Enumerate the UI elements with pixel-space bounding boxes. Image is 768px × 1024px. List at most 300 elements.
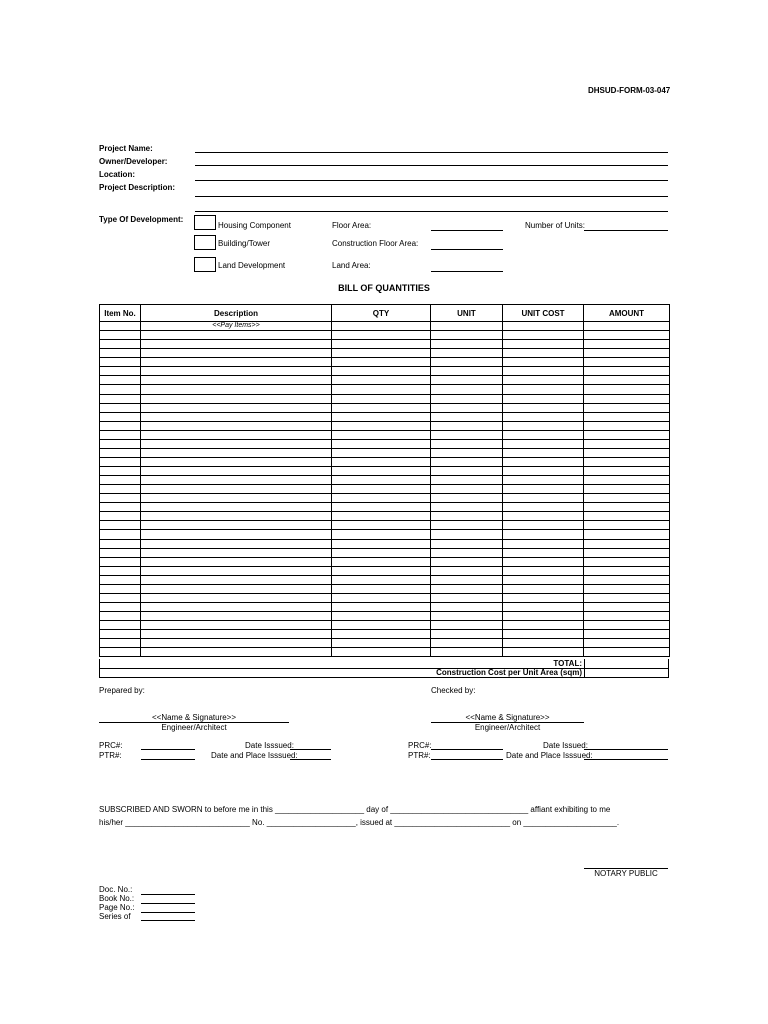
oath-line-1: SUBSCRIBED AND SWORN to before me in this ____________________ day of _______________________________ affiant exhibiting to me [99,805,611,814]
table-row [100,439,670,448]
table-cell[interactable] [332,593,431,602]
construction-floor-area-field[interactable] [431,249,503,250]
table-cell[interactable] [503,621,584,630]
date-place-label-left: Date and Place Isssued: [211,751,298,760]
table-cell[interactable] [431,512,503,521]
table-cell[interactable] [503,476,584,485]
table-row [100,503,670,512]
table-cell[interactable] [100,430,141,439]
table-cell[interactable] [431,521,503,530]
table-cell[interactable] [503,539,584,548]
table-cell[interactable] [332,539,431,548]
table-cell[interactable] [431,557,503,566]
table-cell[interactable] [584,358,670,367]
table-cell[interactable] [503,385,584,394]
series-of-field[interactable] [141,920,195,921]
table-cell[interactable] [100,512,141,521]
table-cell[interactable] [503,322,584,331]
table-cell[interactable] [431,503,503,512]
table-cell[interactable] [503,467,584,476]
table-cell[interactable] [503,593,584,602]
land-development-checkbox[interactable] [194,257,216,272]
table-cell[interactable] [141,430,332,439]
form-code: DHSUD-FORM-03-047 [588,86,671,95]
table-row [100,512,670,521]
table-cell[interactable] [141,602,332,611]
table-cell[interactable] [141,403,332,412]
table-cell[interactable] [332,530,431,539]
table-cell[interactable] [332,557,431,566]
table-cell[interactable] [503,639,584,648]
table-row [100,403,670,412]
table-cell[interactable] [503,403,584,412]
table-row [100,494,670,503]
table-cell[interactable] [141,539,332,548]
project-name-field[interactable] [195,152,668,153]
table-cell[interactable] [141,630,332,639]
table-cell[interactable] [503,457,584,466]
table-cell[interactable] [584,430,670,439]
project-description-field[interactable] [195,196,668,197]
date-issued-field-right[interactable] [584,749,668,750]
table-cell[interactable] [141,639,332,648]
table-cell[interactable] [431,457,503,466]
table-cell[interactable] [141,421,332,430]
table-cell[interactable] [141,439,332,448]
table-cell[interactable] [431,630,503,639]
table-cell[interactable] [584,512,670,521]
table-cell[interactable] [100,421,141,430]
table-cell[interactable] [332,376,431,385]
table-cell[interactable] [332,412,431,421]
table-cell[interactable] [503,340,584,349]
table-cell[interactable] [503,358,584,367]
table-cell[interactable] [332,467,431,476]
table-cell[interactable] [431,358,503,367]
table-cell[interactable] [584,331,670,340]
table-cell[interactable] [141,593,332,602]
page-no-field[interactable] [141,912,195,913]
table-row [100,575,670,584]
table-row [100,602,670,611]
table-row [100,584,670,593]
prepared-name-signature: <<Name & Signature>> [151,713,237,722]
date-place-field-left[interactable] [290,759,331,760]
table-cell[interactable] [584,394,670,403]
table-cell[interactable] [141,376,332,385]
pay-items-placeholder[interactable]: <<Pay Items>> [141,322,332,331]
table-cell[interactable] [332,639,431,648]
owner-developer-field[interactable] [195,165,668,166]
table-row [100,331,670,340]
project-description-label: Project Description: [99,183,176,192]
table-cell[interactable] [584,621,670,630]
table-cell[interactable] [332,457,431,466]
table-cell[interactable] [332,476,431,485]
table-row [100,612,670,621]
table-cell[interactable] [584,539,670,548]
table-cell[interactable] [100,566,141,575]
table-cell[interactable] [584,457,670,466]
prc-label-right: PRC#: [408,741,432,750]
table-cell[interactable] [503,584,584,593]
table-cell[interactable] [503,575,584,584]
table-cell[interactable] [584,421,670,430]
table-cell[interactable] [584,593,670,602]
prepared-role: Engineer/Architect [161,723,227,732]
table-row [100,548,670,557]
table-cell[interactable] [100,621,141,630]
table-cell[interactable] [431,485,503,494]
table-cell[interactable] [584,630,670,639]
table-cell[interactable] [584,403,670,412]
table-cell[interactable] [332,648,431,657]
table-cell[interactable] [332,331,431,340]
table-cell[interactable] [332,512,431,521]
table-cell[interactable] [503,602,584,611]
table-cell[interactable] [332,421,431,430]
table-cell[interactable] [431,322,503,331]
table-cell[interactable] [503,412,584,421]
table-cell[interactable] [431,385,503,394]
table-cell[interactable] [141,530,332,539]
table-row [100,557,670,566]
table-cell[interactable] [431,476,503,485]
total-label: TOTAL: [553,659,582,668]
table-cell[interactable] [431,394,503,403]
table-cell[interactable] [431,376,503,385]
table-row [100,421,670,430]
table-cell[interactable] [584,639,670,648]
location-field[interactable] [195,180,668,181]
table-cell[interactable] [332,430,431,439]
table-cell[interactable] [141,476,332,485]
table-cell[interactable] [584,439,670,448]
table-cell[interactable] [503,566,584,575]
table-cell[interactable] [503,530,584,539]
book-no-field[interactable] [141,903,195,904]
table-row [100,530,670,539]
table-cell[interactable] [584,485,670,494]
table-cell[interactable] [100,503,141,512]
checked-name-signature: <<Name & Signature>> [465,713,550,722]
table-cell[interactable] [584,612,670,621]
table-cell[interactable] [584,584,670,593]
table-cell[interactable] [332,621,431,630]
table-cell[interactable] [100,322,141,331]
table-cell[interactable] [332,385,431,394]
table-cell[interactable] [431,367,503,376]
table-row [100,340,670,349]
table-cell[interactable] [431,566,503,575]
table-row [100,539,670,548]
table-cell[interactable] [332,548,431,557]
table-cell[interactable] [584,521,670,530]
table-cell[interactable] [100,584,141,593]
table-cell[interactable] [100,439,141,448]
table-cell[interactable] [431,539,503,548]
table-cell[interactable] [503,367,584,376]
table-cell[interactable] [431,621,503,630]
table-cell[interactable] [431,448,503,457]
table-cell[interactable] [503,331,584,340]
table-cell[interactable] [503,376,584,385]
land-area-field[interactable] [431,271,503,272]
table-cell[interactable] [141,512,332,521]
table-cell[interactable] [584,448,670,457]
construction-floor-area-label: Construction Floor Area: [332,239,419,248]
table-cell[interactable] [431,349,503,358]
table-cell[interactable] [332,340,431,349]
table-cell[interactable] [584,530,670,539]
table-cell[interactable] [100,521,141,530]
boq-totals [99,659,669,678]
table-cell[interactable] [332,403,431,412]
table-cell[interactable] [503,349,584,358]
date-issued-label-left: Date Isssued: [245,741,294,750]
table-cell[interactable] [332,448,431,457]
table-cell[interactable] [332,566,431,575]
housing-component-checkbox[interactable] [194,215,216,230]
series-of-label: Series of [99,912,131,921]
table-cell[interactable] [503,394,584,403]
table-cell[interactable] [100,557,141,566]
table-cell[interactable] [100,494,141,503]
table-cell[interactable] [503,612,584,621]
table-cell[interactable] [332,521,431,530]
table-row [100,358,670,367]
table-cell[interactable] [332,584,431,593]
table-cell[interactable] [141,448,332,457]
table-cell[interactable] [141,485,332,494]
table-cell[interactable] [141,648,332,657]
prc-field-left[interactable] [141,749,195,750]
table-cell[interactable] [503,521,584,530]
table-cell[interactable] [100,639,141,648]
table-cell[interactable] [584,412,670,421]
building-tower-checkbox[interactable] [194,235,216,250]
table-cell[interactable] [100,485,141,494]
table-cell[interactable] [584,340,670,349]
table-cell[interactable] [503,557,584,566]
table-cell[interactable] [503,439,584,448]
table-cell[interactable] [503,448,584,457]
table-row [100,485,670,494]
table-cell[interactable] [100,412,141,421]
book-no-label: Book No.: [99,894,135,903]
table-cell[interactable] [503,630,584,639]
date-issued-label-right: Date Issued: [543,741,588,750]
table-cell[interactable] [503,421,584,430]
col-unit: UNIT [431,305,503,322]
table-cell[interactable] [332,630,431,639]
table-cell[interactable] [100,648,141,657]
table-cell[interactable] [503,512,584,521]
table-cell[interactable] [100,530,141,539]
table-cell[interactable] [332,439,431,448]
table-cell[interactable] [141,367,332,376]
table-cell[interactable] [584,648,670,657]
table-cell[interactable] [584,602,670,611]
table-cell[interactable] [141,521,332,530]
table-cell[interactable] [332,575,431,584]
table-cell[interactable] [431,467,503,476]
table-cell[interactable] [141,457,332,466]
table-cell[interactable] [141,467,332,476]
table-cell[interactable] [141,621,332,630]
table-cell[interactable] [100,548,141,557]
table-cell[interactable] [332,494,431,503]
floor-area-field[interactable] [431,230,503,231]
col-qty: QTY [332,305,431,322]
land-development-label: Land Development [218,261,286,270]
table-cell[interactable] [100,385,141,394]
table-cell[interactable] [503,503,584,512]
table-cell[interactable] [503,494,584,503]
table-cell[interactable] [584,476,670,485]
table-row [100,376,670,385]
table-cell[interactable] [584,349,670,358]
table-cell[interactable] [100,394,141,403]
table-cell[interactable] [332,602,431,611]
col-item-no: Item No. [100,305,141,322]
table-cell[interactable] [584,557,670,566]
table-cell[interactable] [431,412,503,421]
table-cell[interactable] [584,467,670,476]
table-cell[interactable] [431,331,503,340]
date-place-label-right: Date and Place Isssued: [506,751,593,760]
table-cell[interactable] [100,448,141,457]
table-cell[interactable] [584,367,670,376]
table-cell[interactable] [100,358,141,367]
table-cell[interactable] [332,485,431,494]
table-row [100,521,670,530]
table-cell[interactable] [141,385,332,394]
table-cell[interactable] [141,394,332,403]
ptr-field-left[interactable] [141,759,195,760]
table-cell[interactable] [100,630,141,639]
boq-header-row [100,305,670,322]
table-cell[interactable] [141,331,332,340]
table-cell[interactable] [584,566,670,575]
prc-field-right[interactable] [431,749,503,750]
table-cell[interactable] [141,557,332,566]
table-cell[interactable] [332,394,431,403]
table-cell[interactable] [431,584,503,593]
table-cell[interactable] [431,403,503,412]
table-cell[interactable] [584,376,670,385]
table-cell[interactable] [141,566,332,575]
table-cell[interactable] [431,340,503,349]
building-tower-label: Building/Tower [218,239,271,248]
table-cell[interactable] [141,612,332,621]
table-cell[interactable] [100,376,141,385]
table-cell[interactable] [100,467,141,476]
table-row [100,412,670,421]
table-row [100,430,670,439]
table-cell[interactable] [503,485,584,494]
boq-title: BILL OF QUANTITIES [338,283,430,293]
table-cell[interactable] [584,322,670,331]
housing-component-label: Housing Component [218,221,291,230]
table-cell[interactable] [141,503,332,512]
table-cell[interactable] [503,548,584,557]
table-cell[interactable] [584,494,670,503]
table-cell[interactable] [141,548,332,557]
table-cell[interactable] [431,494,503,503]
table-cell[interactable] [141,349,332,358]
table-cell[interactable] [431,430,503,439]
table-cell[interactable] [431,548,503,557]
table-cell[interactable] [141,575,332,584]
table-cell[interactable] [332,322,431,331]
land-area-label: Land Area: [332,261,371,270]
table-row [100,394,670,403]
table-cell[interactable] [141,340,332,349]
cost-per-unit-area-label: Construction Cost per Unit Area (sqm) [436,668,582,677]
table-cell[interactable] [584,385,670,394]
table-cell[interactable] [431,593,503,602]
table-cell[interactable] [431,612,503,621]
table-cell[interactable] [100,602,141,611]
table-cell[interactable] [584,548,670,557]
table-cell[interactable] [503,430,584,439]
table-cell[interactable] [431,530,503,539]
table-cell[interactable] [332,349,431,358]
table-cell[interactable] [332,612,431,621]
table-row [100,322,670,331]
ptr-field-right[interactable] [431,759,503,760]
date-place-field-right[interactable] [584,759,668,760]
table-cell[interactable] [332,367,431,376]
table-cell[interactable] [332,503,431,512]
table-cell[interactable] [100,331,141,340]
table-cell[interactable] [503,648,584,657]
checked-by-label: Checked by: [431,686,476,695]
table-cell[interactable] [100,340,141,349]
doc-no-field[interactable] [141,894,195,895]
table-cell[interactable] [431,575,503,584]
date-issued-field-left[interactable] [290,749,331,750]
table-cell[interactable] [431,648,503,657]
table-cell[interactable] [100,403,141,412]
table-cell[interactable] [431,602,503,611]
number-of-units-field[interactable] [584,230,668,231]
table-cell[interactable] [584,503,670,512]
table-cell[interactable] [100,593,141,602]
table-cell[interactable] [100,612,141,621]
ptr-label-right: PTR#: [408,751,431,760]
table-cell[interactable] [100,476,141,485]
table-cell[interactable] [100,367,141,376]
table-cell[interactable] [332,358,431,367]
table-cell[interactable] [431,421,503,430]
table-cell[interactable] [141,584,332,593]
table-cell[interactable] [100,539,141,548]
table-cell[interactable] [141,494,332,503]
table-cell[interactable] [431,639,503,648]
table-cell[interactable] [100,575,141,584]
table-cell[interactable] [100,457,141,466]
table-row [100,385,670,394]
table-cell[interactable] [141,412,332,421]
table-cell[interactable] [141,358,332,367]
table-row [100,648,670,657]
project-description-field-2[interactable] [195,211,668,212]
table-cell[interactable] [431,439,503,448]
table-cell[interactable] [584,575,670,584]
table-cell[interactable] [100,349,141,358]
